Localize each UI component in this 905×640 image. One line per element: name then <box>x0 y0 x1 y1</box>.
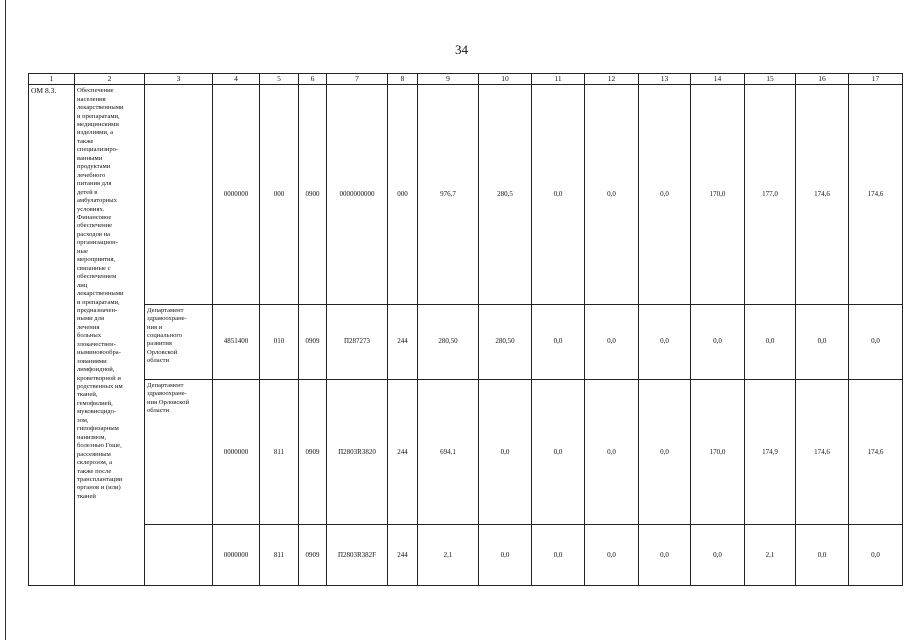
header-cell: 11 <box>532 74 585 85</box>
budget-table <box>28 73 903 586</box>
table-cell: 694,1 <box>418 379 479 524</box>
header-cell: 4 <box>213 74 260 85</box>
header-cell: 3 <box>145 74 213 85</box>
table-cell: 174,6 <box>849 85 903 304</box>
table-cell: 0,0 <box>691 525 745 586</box>
table-cell: 174,6 <box>796 85 849 304</box>
header-cell: 1 <box>29 74 75 85</box>
table-cell: 0,0 <box>639 525 691 586</box>
table-cell: 280,50 <box>418 304 479 379</box>
table-cell: 0,0 <box>849 525 903 586</box>
table-cell: 244 <box>388 304 418 379</box>
header-cell: 6 <box>299 74 327 85</box>
table-cell: 244 <box>388 379 418 524</box>
table-cell: 0,0 <box>849 304 903 379</box>
table-cell: 280,50 <box>479 304 532 379</box>
table-cell: 170,0 <box>691 85 745 304</box>
table-cell: П2803R3820 <box>327 379 388 524</box>
header-cell: 17 <box>849 74 903 85</box>
header-cell: 7 <box>327 74 388 85</box>
table-cell: П2803R382F <box>327 525 388 586</box>
header-cell: 15 <box>745 74 796 85</box>
table-cell: 4851400 <box>213 304 260 379</box>
table-cell: 0909 <box>299 304 327 379</box>
table-cell: 0,0 <box>585 379 639 524</box>
table-cell: 0,0 <box>585 85 639 304</box>
measure-description-text: Обеспечение населения лекарственными и препаратами, медицинскими изделиями, а также специализиро- ванными продуктами лечебного питания для детей в амбулаторных условиях. Финансовое обеспечение расходов на организацион- ные мероприятия, связанные с обеспечением лиц лекарственными и препаратами, предназначен- ными для лечения больных злокачествен- ныминовообра- зованиями лимфоидной, кроветворной и родственных им тканей, гемофилией, муковисцидо- зом, гипофизарным нанизмом, болезнью Гоше, рассеянным склерозом, а также после трансплантации органов и (или) тканей <box>77 87 124 500</box>
table-cell: 170,0 <box>691 379 745 524</box>
table-row <box>29 379 903 524</box>
header-cell: 5 <box>260 74 299 85</box>
table-cell: 976,7 <box>418 85 479 304</box>
table-cell: 244 <box>388 525 418 586</box>
executor-cell: Департамент здравоохране- ния и социального развития Орловской области <box>145 304 213 379</box>
executor-cell: Департамент здравоохране- ния Орловской области <box>145 379 213 524</box>
table-cell: 0,0 <box>639 85 691 304</box>
header-cell: 2 <box>75 74 145 85</box>
table-cell: 174,6 <box>849 379 903 524</box>
table-cell: 2,1 <box>745 525 796 586</box>
table-cell: 0,0 <box>691 304 745 379</box>
executor-cell <box>145 85 213 304</box>
table-cell: 0,0 <box>639 304 691 379</box>
table-cell: 811 <box>260 525 299 586</box>
table-cell: 0000000000 <box>327 85 388 304</box>
header-cell: 12 <box>585 74 639 85</box>
table-cell: 177,0 <box>745 85 796 304</box>
header-cell: 10 <box>479 74 532 85</box>
table-cell: 0,0 <box>479 379 532 524</box>
header-cell: 9 <box>418 74 479 85</box>
table-cell: 2,1 <box>418 525 479 586</box>
table-cell: 0,0 <box>745 304 796 379</box>
table-cell: 174,6 <box>796 379 849 524</box>
measure-description <box>75 85 145 586</box>
table-cell: 0909 <box>299 379 327 524</box>
table-cell: 000 <box>388 85 418 304</box>
table-cell: 000 <box>260 85 299 304</box>
table-row <box>29 85 903 304</box>
header-cell: 8 <box>388 74 418 85</box>
table-cell: 0,0 <box>796 304 849 379</box>
table-cell: 010 <box>260 304 299 379</box>
table-row <box>29 304 903 379</box>
table-row <box>29 525 903 586</box>
table-cell: 0000000 <box>213 525 260 586</box>
measure-code: ОМ 8.3. <box>29 85 75 586</box>
margin-rule <box>5 0 6 640</box>
table-cell: 0,0 <box>639 379 691 524</box>
table-cell: 0,0 <box>479 525 532 586</box>
table-cell: 0,0 <box>532 379 585 524</box>
table-cell: 811 <box>260 379 299 524</box>
table-cell: 174,9 <box>745 379 796 524</box>
table-cell: 0000000 <box>213 379 260 524</box>
table-cell: 0900 <box>299 85 327 304</box>
table-cell: 0,0 <box>532 304 585 379</box>
executor-cell <box>145 525 213 586</box>
header-cell: 13 <box>639 74 691 85</box>
table-cell: 0000000 <box>213 85 260 304</box>
header-cell: 16 <box>796 74 849 85</box>
table-cell: 0909 <box>299 525 327 586</box>
table-cell: 0,0 <box>532 525 585 586</box>
header-row <box>29 74 903 85</box>
table-cell: 0,0 <box>532 85 585 304</box>
table-cell: 0,0 <box>796 525 849 586</box>
table-cell: 0,0 <box>585 304 639 379</box>
table-cell: 0,0 <box>585 525 639 586</box>
header-cell: 14 <box>691 74 745 85</box>
table-cell: 280,5 <box>479 85 532 304</box>
page-number: 34 <box>455 42 468 57</box>
table-cell: П287273 <box>327 304 388 379</box>
